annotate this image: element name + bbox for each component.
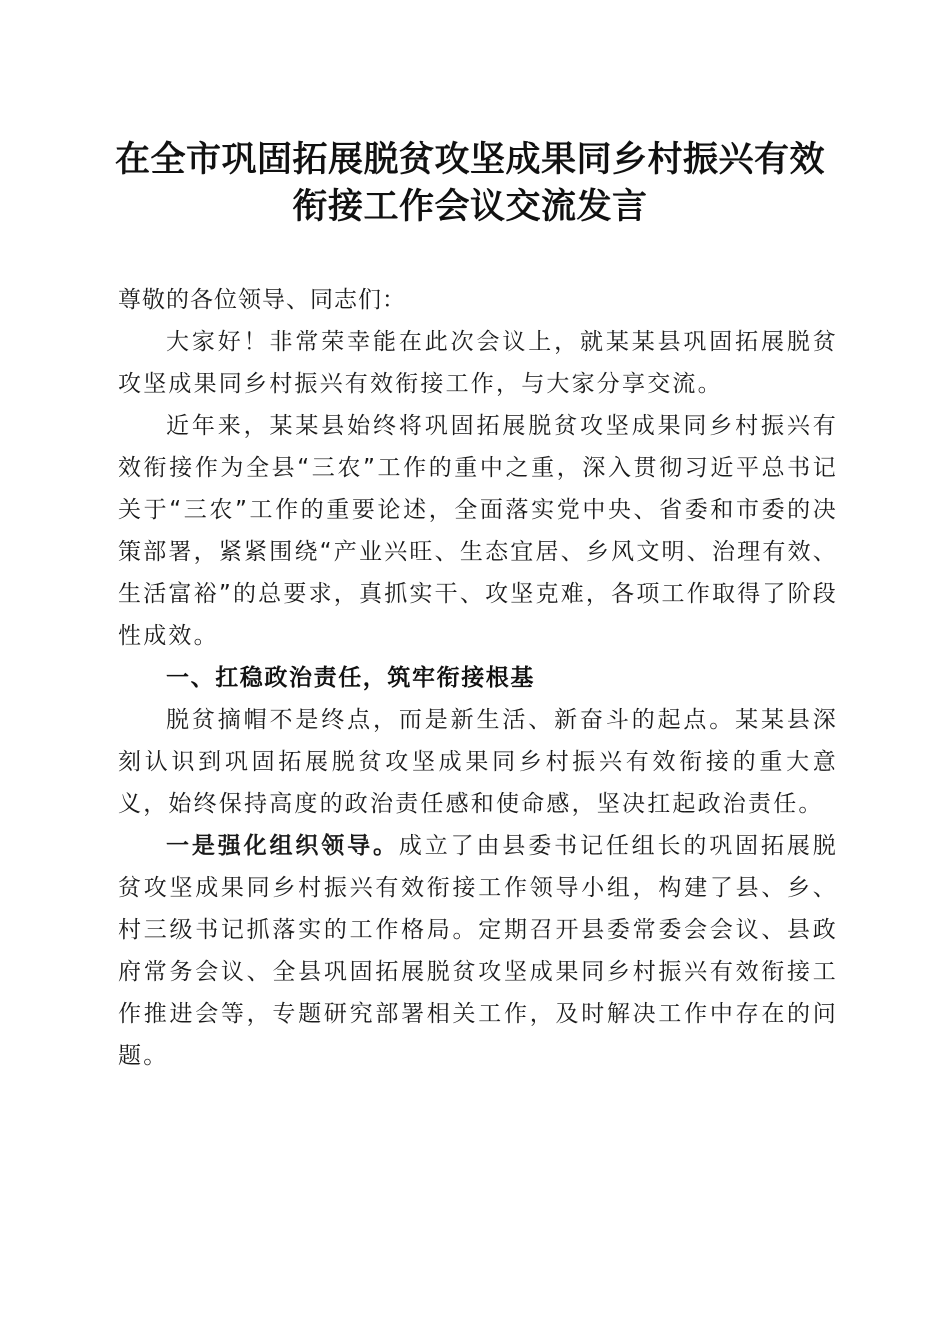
- paragraph-lead-phrase: 一是强化组织领导。: [166, 833, 399, 859]
- salutation: 尊敬的各位领导、同志们：: [118, 287, 406, 313]
- title-line-2: 衔接工作会议交流发言: [292, 186, 648, 227]
- document-title: [100, 136, 840, 230]
- paragraph-overview: 近年来，某某县始终将巩固拓展脱贫攻坚成果同乡村振兴有效衔接作为全县“三农”工作的重中之重，深入贯彻习近平总书记关于“三农”工作的重要论述，全面落实党中央、省委和市委的决策部署，紧紧围绕“产业兴旺、生态宜居、乡风文明、治理有效、生活富裕”的总要求，真抓实干、攻坚克难，各项工作取得了阶段性成效。: [118, 413, 838, 649]
- paragraph-organization-text: 成立了由县委书记任组长的巩固拓展脱贫攻坚成果同乡村振兴有效衔接工作领导小组，构建了县、乡、村三级书记抓落实的工作格局。定期召开县委常委会会议、县政府常务会议、全县巩固拓展脱贫攻坚成果同乡村振兴有效衔接工作推进会等，专题研究部署相关工作，及时解决工作中存在的问题。: [118, 833, 838, 1069]
- paragraph-greeting: 大家好！非常荣幸能在此次会议上，就某某县巩固拓展脱贫攻坚成果同乡村振兴有效衔接工作，与大家分享交流。: [118, 329, 838, 397]
- paragraph-organization: [118, 825, 838, 1077]
- document-body: [118, 279, 838, 1077]
- paragraph-section-intro: 脱贫摘帽不是终点，而是新生活、新奋斗的起点。某某县深刻认识到巩固拓展脱贫攻坚成果同乡村振兴有效衔接的重大意义，始终保持高度的政治责任感和使命感，坚决扛起政治责任。: [118, 707, 838, 817]
- section-heading: 一、扛稳政治责任，筑牢衔接根基: [166, 665, 535, 691]
- title-line-1: 在全市巩固拓展脱贫攻坚成果同乡村振兴有效: [114, 139, 825, 180]
